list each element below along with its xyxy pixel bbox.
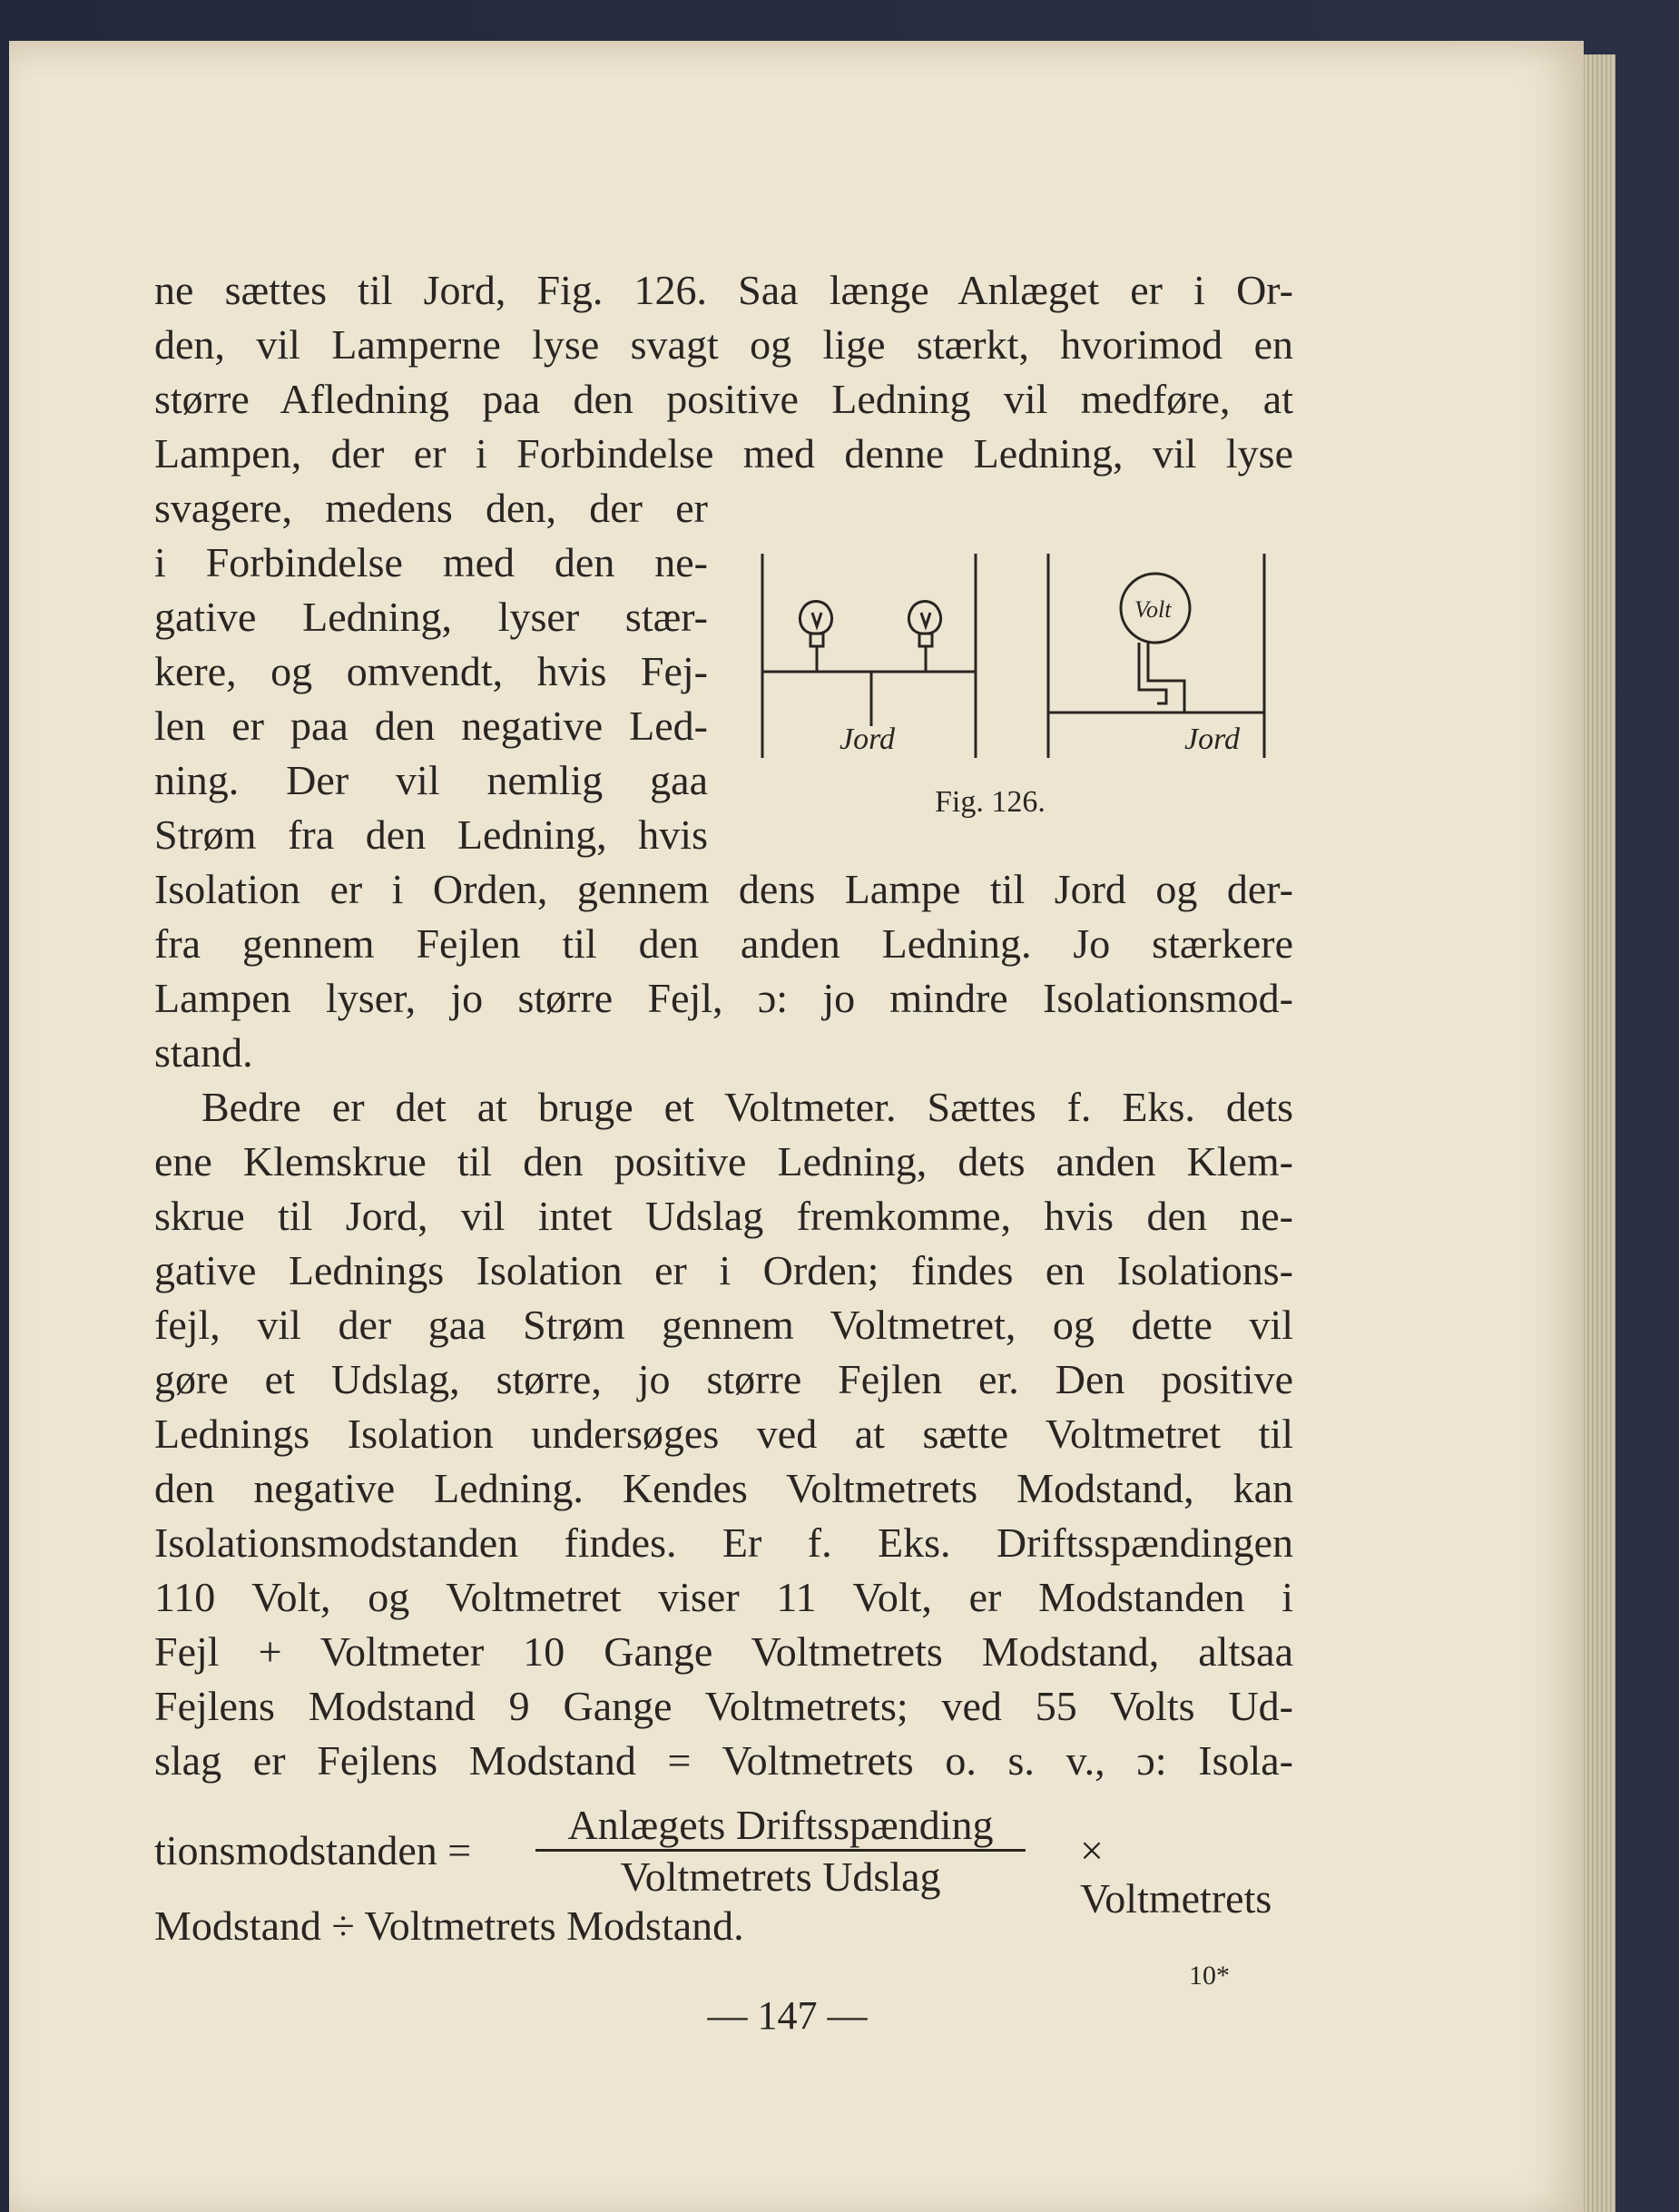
- formula-lhs: tionsmodstanden =: [154, 1827, 472, 1873]
- formula-rhs: × Voltmetrets: [1080, 1827, 1272, 1922]
- text-line: den negative Ledning. Kendes Voltmetrets Modstand, kan: [154, 1465, 1293, 1511]
- text-line: den, vil Lamperne lyse svagt og lige stærkt, hvorimod en: [154, 321, 1293, 368]
- text-line: Strøm fra den Ledning, hvis: [154, 811, 708, 858]
- figure-label-volt: Volt: [1134, 596, 1172, 623]
- text-line: 110 Volt, og Voltmetret viser 11 Volt, er Modstanden i: [154, 1574, 1293, 1620]
- text-line: i Forbindelse med den ne-: [154, 539, 708, 585]
- lamp-icon: [800, 602, 831, 673]
- text-line: Modstand ÷ Voltmetrets Modstand.: [154, 1902, 744, 1949]
- text-line: skrue til Jord, vil intet Udslag fremkomme, hvis den ne-: [154, 1193, 1293, 1239]
- text-line: slag er Fejlens Modstand = Voltmetrets o. s. v., ɔ: Isola-: [154, 1737, 1293, 1784]
- text-line: gative Ledning, lyser stær-: [154, 594, 708, 640]
- figure-label-jord: Jord: [840, 723, 896, 756]
- figure-caption: Fig. 126.: [935, 785, 1046, 819]
- text-line: fra gennem Fejlen til den anden Ledning. Jo stærkere: [154, 920, 1293, 967]
- figure-label-jord: Jord: [1184, 723, 1241, 756]
- formula: [154, 1802, 1293, 1922]
- signature-mark: 10*: [1189, 1961, 1230, 1991]
- formula-fraction: [535, 1802, 1026, 1899]
- text-line: Fejlens Modstand 9 Gange Voltmetrets; ved 55 Volts Ud-: [154, 1683, 1293, 1729]
- formula-denominator: Voltmetrets Udslag: [620, 1853, 941, 1900]
- text-line: Isolation er i Orden, gennem dens Lampe til Jord og der-: [154, 866, 1293, 912]
- text-line: Fejl + Voltmeter 10 Gange Voltmetrets Modstand, altsaa: [154, 1628, 1293, 1675]
- text-line: ene Klemskrue til den positive Ledning, dets anden Klem-: [154, 1138, 1293, 1185]
- text-line: Lednings Isolation undersøges ved at sætte Voltmetret til: [154, 1411, 1293, 1457]
- text-line: ning. Der vil nemlig gaa: [154, 757, 708, 803]
- lamp-icon: [908, 602, 940, 673]
- text-line: kere, og omvendt, hvis Fej-: [154, 648, 708, 694]
- text-line: gøre et Udslag, større, jo større Fejlen er. Den positive: [154, 1356, 1293, 1402]
- page-number: — 147 —: [707, 1993, 868, 2038]
- body-text: [154, 263, 1293, 1788]
- formula-numerator: Anlægets Driftsspænding: [535, 1802, 1026, 1852]
- text-line: Lampen, der er i Forbindelse med denne Ledning, vil lyse: [154, 430, 1293, 477]
- text-line: større Afledning paa den positive Ledning vil medføre, at: [154, 376, 1293, 422]
- page-edges: [1579, 54, 1615, 2212]
- text-line: gative Lednings Isolation er i Orden; findes en Isolations-: [154, 1247, 1293, 1293]
- ground-wire-right: [1139, 643, 1166, 703]
- text-line: svagere, medens den, der er: [154, 485, 708, 531]
- text-line: Bedre er det at bruge et Voltmeter. Sættes f. Eks. dets: [201, 1084, 1293, 1130]
- text-line: Isolationsmodstanden findes. Er f. Eks. Driftsspændingen: [154, 1519, 1293, 1566]
- circuit-figure: [749, 545, 1302, 826]
- text-line: Lampen lyser, jo større Fejl, ɔ: jo mindre Isolationsmod-: [154, 975, 1293, 1021]
- text-line: stand.: [154, 1029, 253, 1076]
- text-line: fejl, vil der gaa Strøm gennem Voltmetret, og dette vil: [154, 1302, 1293, 1348]
- text-line: len er paa den negative Led-: [154, 703, 708, 749]
- text-line: ne sættes til Jord, Fig. 126. Saa længe Anlæget er i Or-: [154, 267, 1293, 313]
